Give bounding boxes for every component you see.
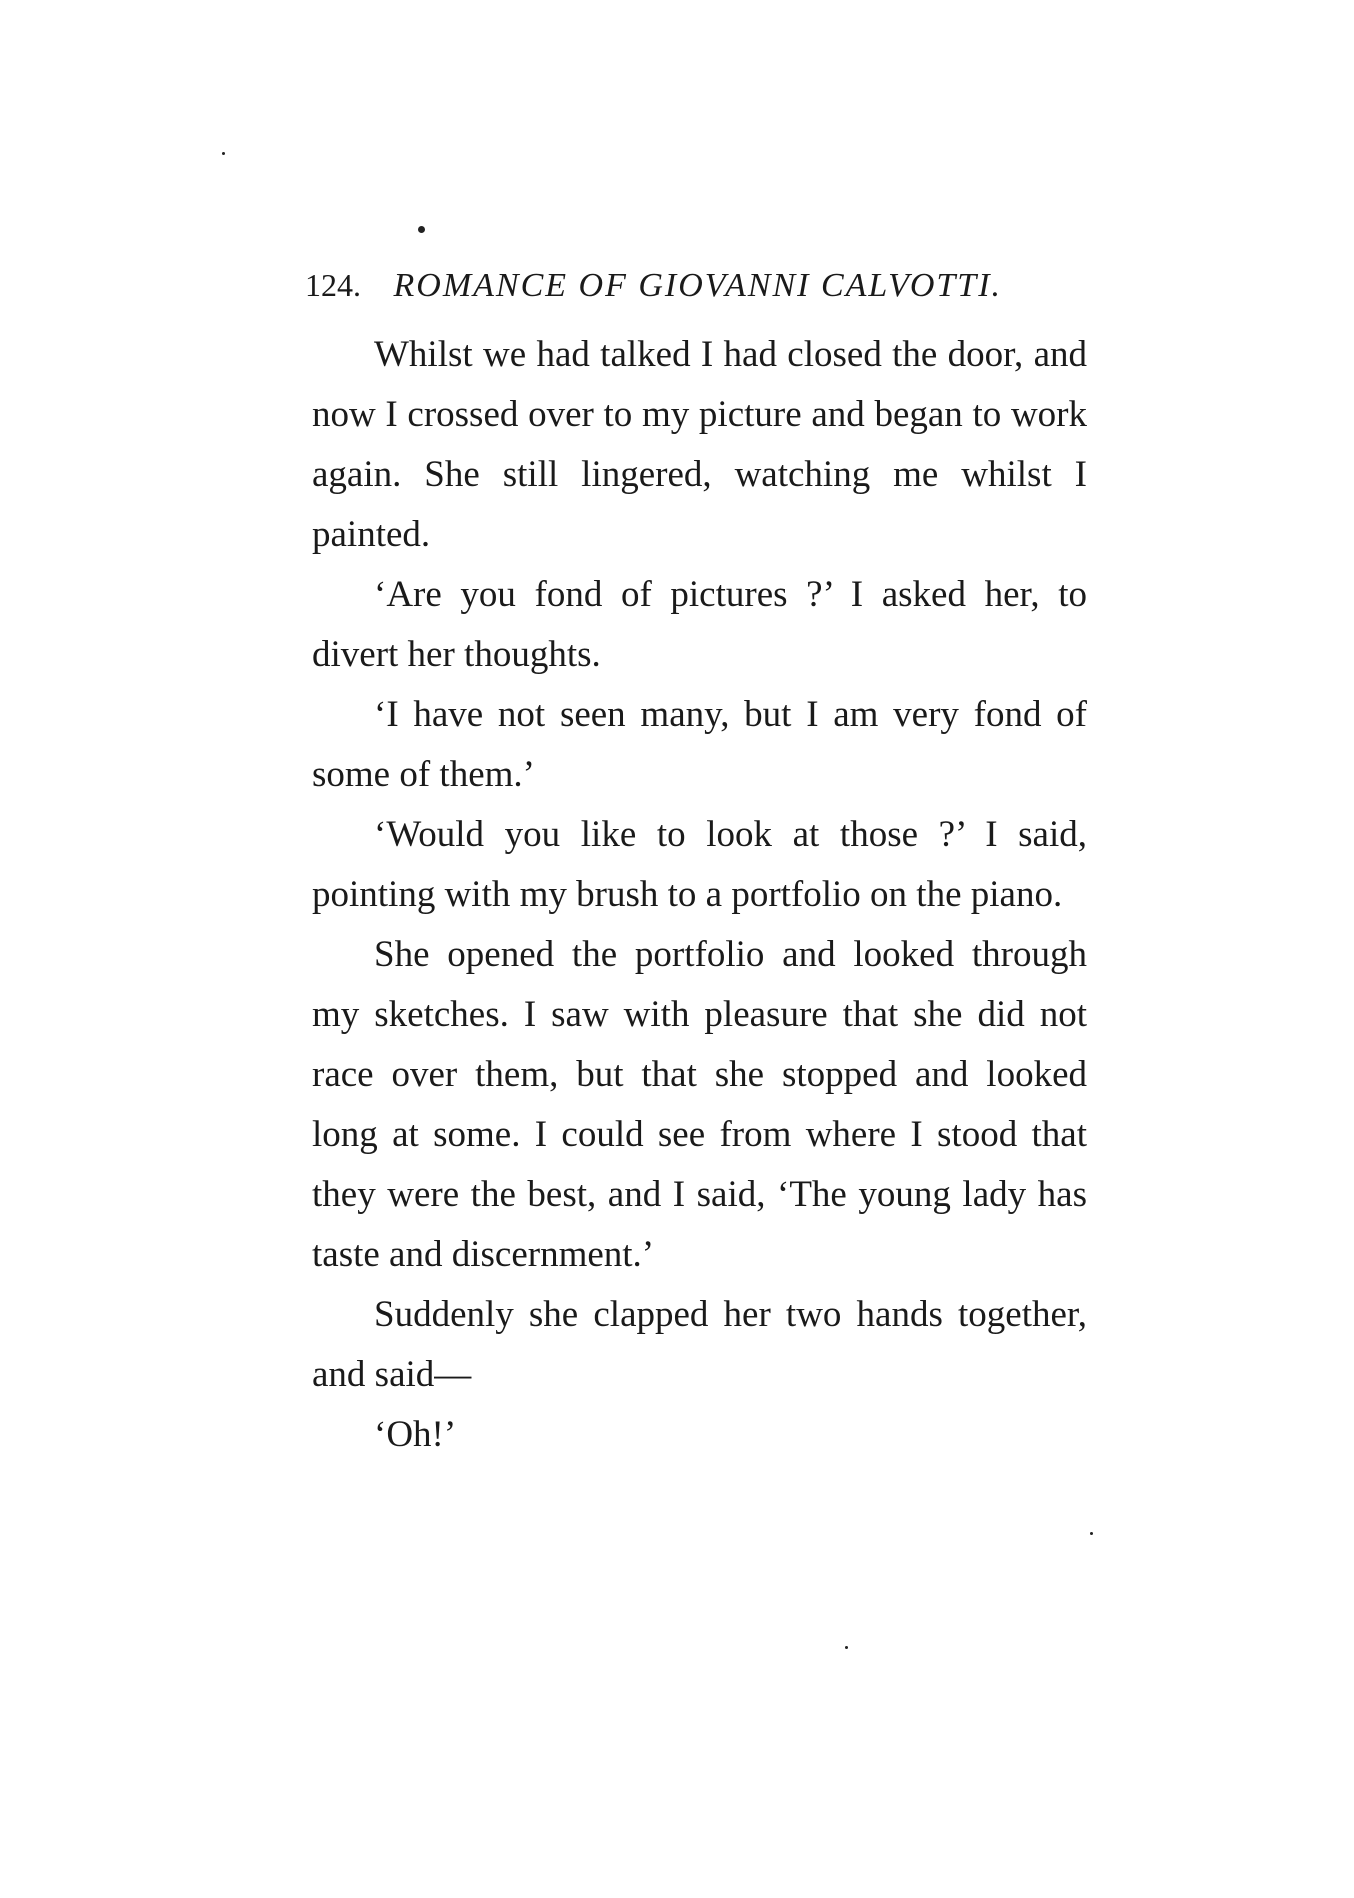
page-number: 124. [305,267,361,303]
ink-speck [1090,1532,1093,1535]
paragraph: ‘Are you fond of pictures ?’ I asked her, to divert her thoughts. [312,574,1087,675]
paragraph: Suddenly she clapped her two hands together, and said— [312,1294,1087,1395]
paragraph: Whilst we had talked I had closed the door, and now I crossed over to my picture and began to work again. She still lingered, watching me whilst I painted. [312,334,1087,555]
body-text [312,325,1087,1465]
paragraph: ‘Oh!’ [374,1414,457,1455]
ink-speck [418,226,425,233]
paragraph: ‘Would you like to look at those ?’ I said, pointing with my brush to a portfolio on the piano. [312,814,1087,915]
running-title: ROMANCE OF GIOVANNI CALVOTTI. [393,267,1003,304]
ink-speck [222,152,225,155]
paragraph: ‘I have not seen many, but I am very fond of some of them.’ [312,694,1087,795]
ink-speck [845,1646,848,1649]
running-head [305,260,1095,310]
paragraph: She opened the portfolio and looked through my sketches. I saw with pleasure that she did not race over them, but that she stopped and looked long at some. I could see from where I stood that they were the best, and I said, ‘The young lady has taste and discernment.’ [312,934,1087,1275]
